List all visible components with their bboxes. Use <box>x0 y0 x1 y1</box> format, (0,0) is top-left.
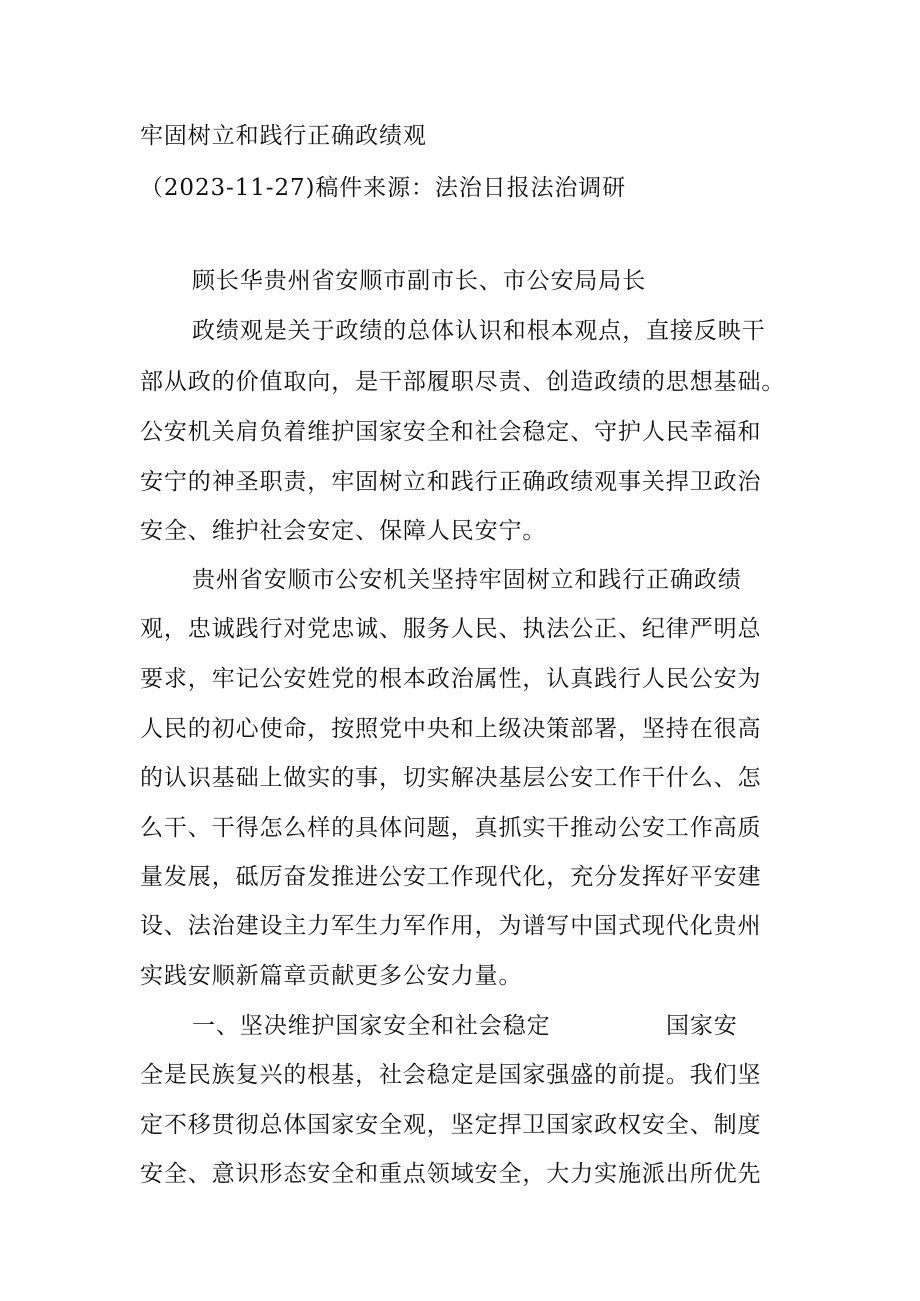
paragraph-line: 实践安顺新篇章贡献更多公安力量。 <box>140 963 523 989</box>
paragraph-line: 观，忠诚践行对党忠诚、服务人民、执法公正、纪律严明总 <box>140 616 762 642</box>
paragraph-line: 全是民族复兴的根基，社会稳定是国家强盛的前提。我们坚 <box>140 1062 762 1088</box>
paragraph-line: 安全、维护社会安定、保障人民安宁。 <box>140 518 547 544</box>
article-meta: （2023-11-27)稿件来源：法治日报法治调研 <box>140 175 627 201</box>
paragraph-line: 政绩观是关于政绩的总体认识和根本观点，直接反映干 <box>192 318 766 344</box>
article-author: 顾长华贵州省安顺市副市长、市公安局局长 <box>192 268 647 294</box>
paragraph-line: 国家安 <box>666 1013 738 1039</box>
paragraph-line: 要求，牢记公安姓党的根本政治属性，认真践行人民公安为 <box>140 666 762 692</box>
paragraph-line: 么干、干得怎么样的具体问题，真抓实干推动公安工作高质 <box>140 815 762 841</box>
article-title: 牢固树立和践行正确政绩观 <box>140 123 427 149</box>
paragraph-line: 安全、意识形态安全和重点领域安全，大力实施派出所优先 <box>140 1161 762 1187</box>
section-heading: 一、坚决维护国家安全和社会稳定 <box>192 1013 551 1039</box>
paragraph-line: 的认识基础上做实的事，切实解决基层公安工作干什么、怎 <box>140 765 762 791</box>
paragraph-line: 贵州省安顺市公安机关坚持牢固树立和践行正确政绩 <box>192 567 742 593</box>
paragraph-line: 公安机关肩负着维护国家安全和社会稳定、守护人民幸福和 <box>140 419 762 445</box>
paragraph-line: 设、法治建设主力军生力军作用，为谱写中国式现代化贵州 <box>140 913 762 939</box>
paragraph-line: 部从政的价值取向，是干部履职尽责、创造政绩的思想基础。 <box>140 369 786 395</box>
paragraph-line: 定不移贯彻总体国家安全观，坚定捍卫国家政权安全、制度 <box>140 1112 762 1138</box>
paragraph-line: 安宁的神圣职责，牢固树立和践行正确政绩观事关捍卫政治 <box>140 469 762 495</box>
paragraph-line: 人民的初心使命，按照党中央和上级决策部署，坚持在很高 <box>140 716 762 742</box>
paragraph-line: 量发展，砥厉奋发推进公安工作现代化，充分发挥好平安建 <box>140 864 762 890</box>
